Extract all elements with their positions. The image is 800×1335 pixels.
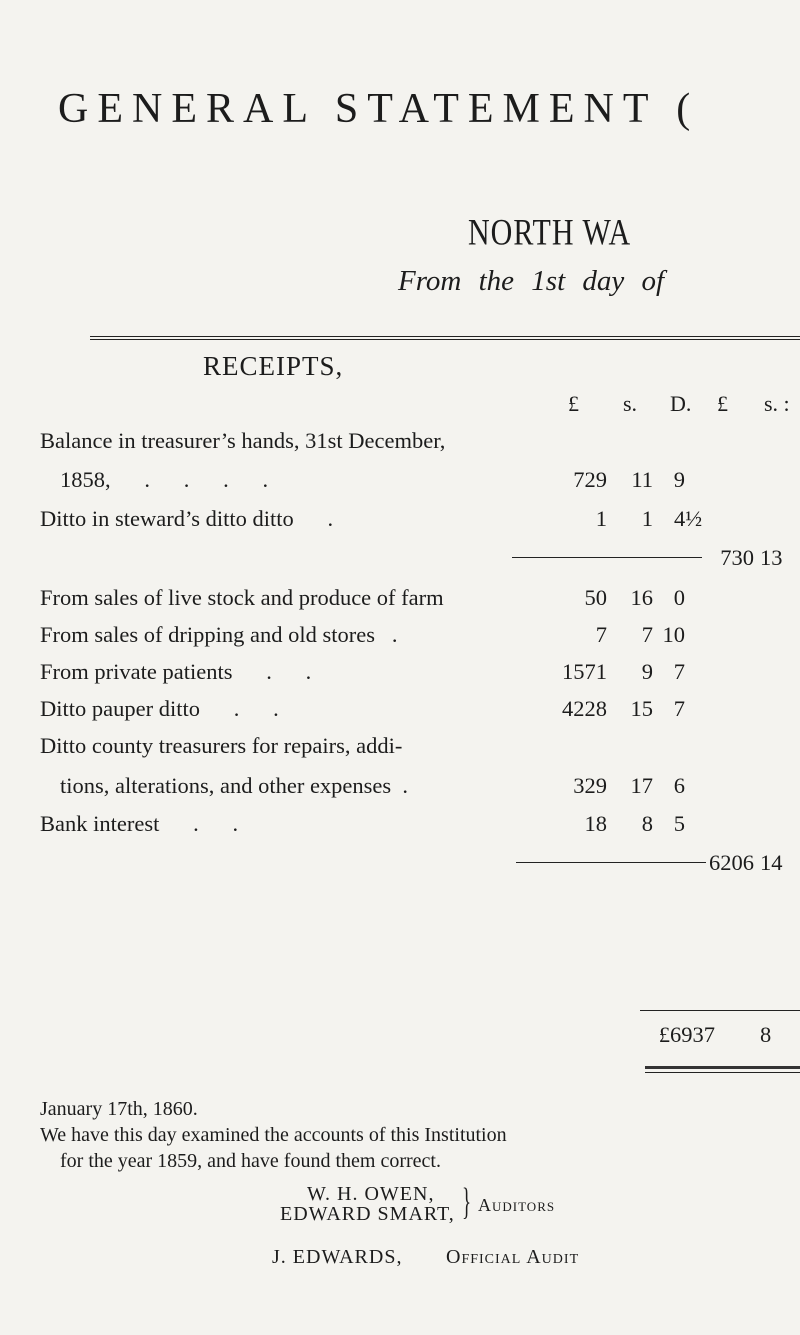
row-shillings: 16 (630, 585, 653, 610)
row-pence: 6 (673, 773, 685, 798)
row-pence: 7 (673, 659, 685, 684)
header-pounds-total: £ (717, 391, 728, 416)
receipts-heading: RECEIPTS, (203, 351, 344, 381)
row-label: Ditto in steward’s ditto ditto . (40, 506, 334, 531)
top-rule-fine (90, 339, 800, 340)
header-shillings: s. (623, 391, 638, 416)
row-label: Ditto pauper ditto . . (40, 696, 279, 721)
auditors-brace: } (462, 1181, 472, 1223)
row-pounds: 1 (595, 506, 607, 531)
certification-line: for the year 1859, and have found them correct. (60, 1150, 441, 1172)
row-pounds: 7 (595, 622, 607, 647)
row-pence: 5 (673, 811, 685, 836)
certification-date: January 17th, 1860. (40, 1098, 198, 1120)
top-rule (90, 336, 800, 337)
header-pounds: £ (568, 391, 579, 416)
row-pounds: 18 (584, 811, 607, 836)
subtotal-shillings: 14 (760, 850, 783, 875)
total-double-rule (645, 1066, 800, 1069)
row-pence: 0 (673, 585, 685, 610)
row-pence: 7 (673, 696, 685, 721)
row-pounds: 4228 (562, 696, 607, 721)
official-auditor-title: Official Audit (446, 1246, 580, 1268)
row-label: From private patients . . (40, 659, 312, 684)
total-rule (640, 1010, 800, 1011)
subtotal-rule (516, 862, 706, 863)
row-label: Balance in treasurer’s hands, 31st December, (40, 428, 446, 453)
row-label: tions, alterations, and other expenses . (60, 773, 409, 798)
period-line: From the 1st day of (398, 265, 665, 297)
certification-line: We have this day examined the accounts of this Institution (40, 1124, 507, 1146)
row-shillings: 17 (630, 773, 653, 798)
row-pence: 10 (662, 622, 685, 647)
subtotal-shillings: 13 (760, 545, 783, 570)
subtotal-rule (512, 557, 702, 558)
row-shillings: 15 (630, 696, 653, 721)
total-double-rule-fine (645, 1072, 800, 1073)
header-shillings-total: s. : (764, 391, 790, 416)
header-pence: D. (670, 391, 692, 416)
row-pence: 9 (673, 467, 685, 492)
row-shillings: 1 (641, 506, 653, 531)
row-pounds: 50 (584, 585, 607, 610)
auditors-label: Auditors (478, 1195, 556, 1215)
row-label: From sales of dripping and old stores . (40, 622, 398, 647)
subtotal-pounds: 6206 (709, 850, 754, 875)
row-shillings: 11 (631, 467, 653, 492)
row-label: From sales of live stock and produce of farm (40, 585, 444, 610)
official-auditor-name: J. EDWARDS, (272, 1246, 403, 1268)
page-title: GENERAL STATEMENT ( (58, 86, 700, 132)
institution-name: NORTH WA (468, 212, 632, 254)
row-label: Bank interest . . (40, 811, 239, 836)
row-label: Ditto county treasurers for repairs, addi- (40, 733, 403, 758)
subtotal-pounds: 730 (720, 545, 754, 570)
row-label: 1858, . . . . (60, 467, 269, 492)
auditor-name: EDWARD SMART, (280, 1203, 455, 1225)
grand-total-shillings: 8 (760, 1022, 772, 1047)
row-pence: 4½ (674, 506, 703, 531)
row-pounds: 1571 (562, 659, 607, 684)
row-shillings: 9 (641, 659, 653, 684)
row-shillings: 7 (641, 622, 653, 647)
row-pounds: 329 (573, 773, 607, 798)
grand-total-pounds: £6937 (658, 1022, 715, 1047)
auditor-name: W. H. OWEN, (307, 1183, 435, 1205)
row-pounds: 729 (573, 467, 607, 492)
row-shillings: 8 (641, 811, 653, 836)
